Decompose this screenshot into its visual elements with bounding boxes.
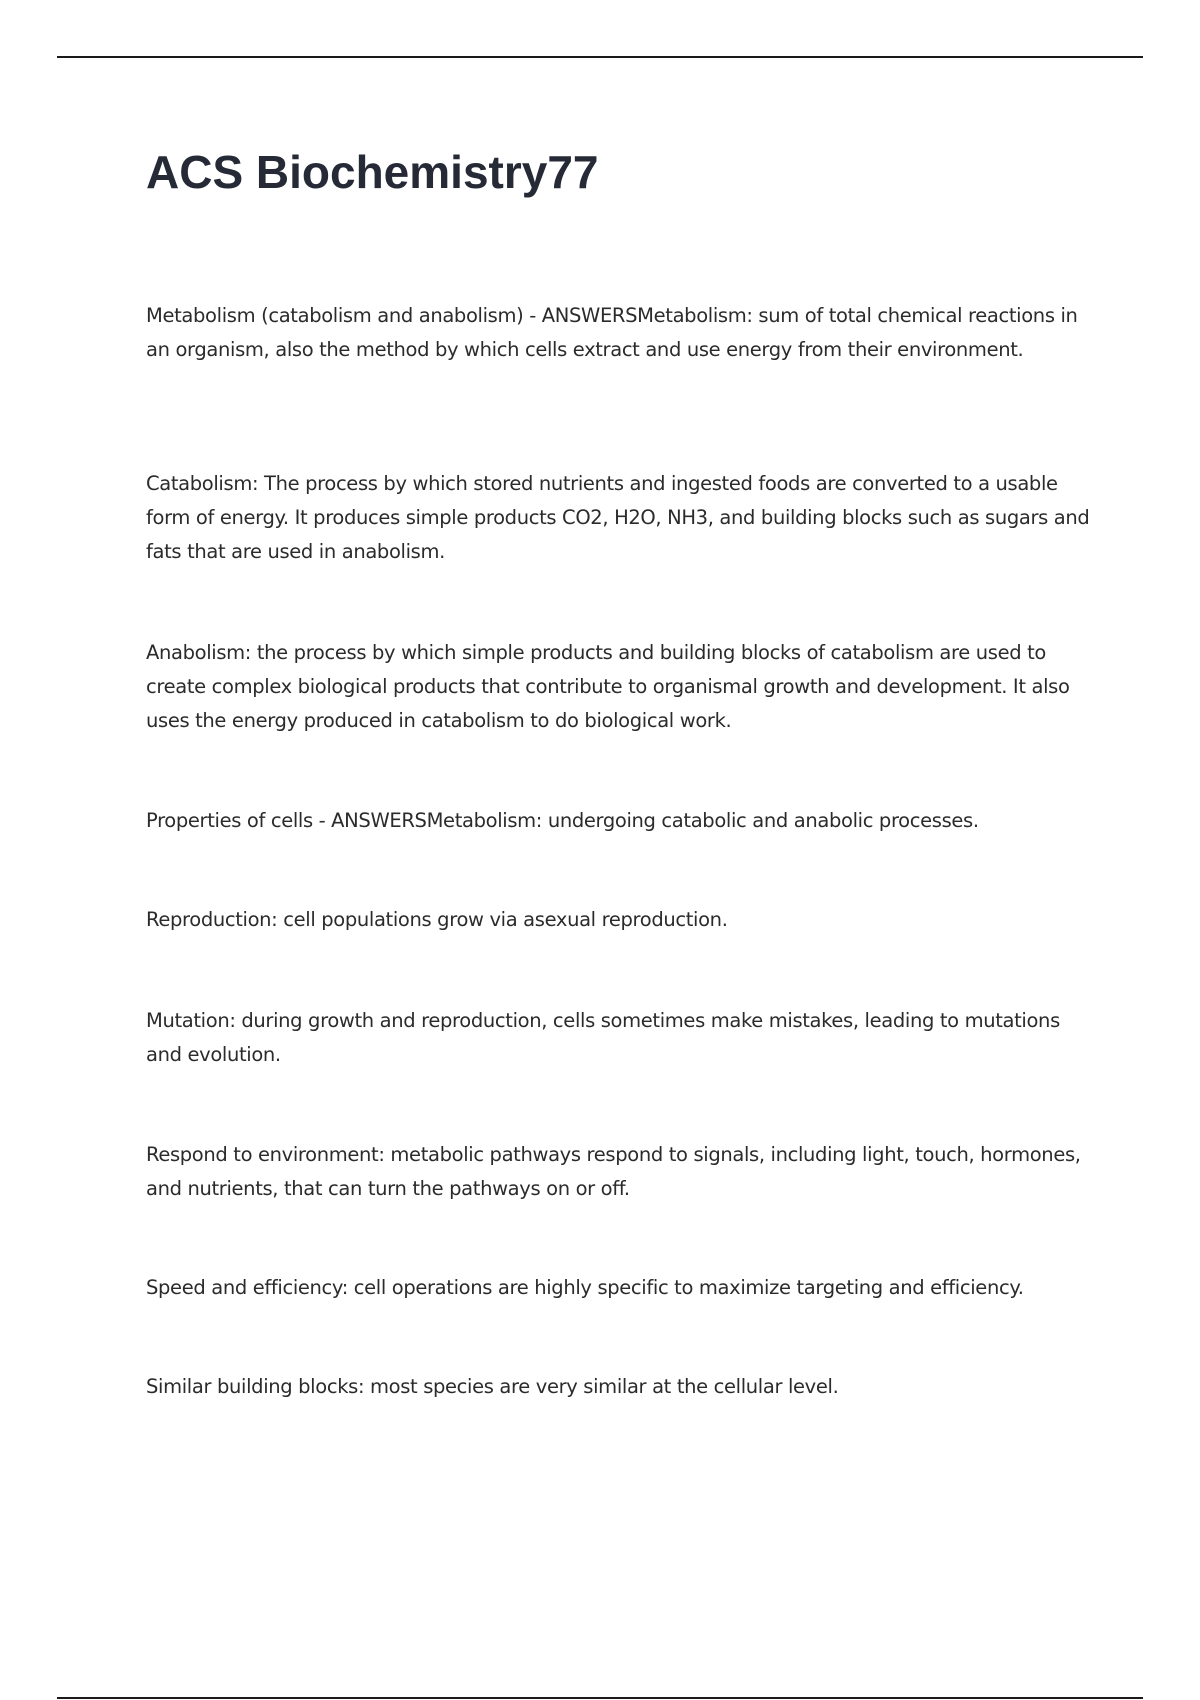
paragraph-metabolism: Metabolism (catabolism and anabolism) - ANSWERSMetabolism: sum of total chemical reactions in an organism, also the method by which cells extract and use energy from their environment. [146,304,1078,361]
paragraph-properties-of-cells: Properties of cells - ANSWERSMetabolism: undergoing catabolic and anabolic processes. [146,809,979,832]
paragraph-reproduction: Reproduction: cell populations grow via asexual reproduction. [146,908,728,931]
paragraph-anabolism: Anabolism: the process by which simple products and building blocks of catabolism are used to create complex biological products that contribute to organismal growth and development. It also uses the energy produced in catabolism to do biological work. [146,641,1070,732]
paragraph-respond-to-environment: Respond to environment: metabolic pathways respond to signals, including light, touch, hormones, and nutrients, that can turn the pathways on or off. [146,1143,1081,1200]
paragraph-catabolism: Catabolism: The process by which stored nutrients and ingested foods are converted to a usable form of energy. It produces simple products CO2, H2O, NH3, and building blocks such as sugars and fats that are used in anabolism. [146,472,1090,563]
paragraph-mutation: Mutation: during growth and reproduction, cells sometimes make mistakes, leading to mutations and evolution. [146,1009,1060,1066]
footer-rule [57,1697,1143,1699]
document-title: ACS Biochemistry77 [146,146,599,198]
header-rule [57,56,1143,58]
paragraph-similar-building-blocks: Similar building blocks: most species are very similar at the cellular level. [146,1375,839,1398]
paragraph-speed-and-efficiency: Speed and efficiency: cell operations are highly specific to maximize targeting and efficiency. [146,1276,1024,1299]
